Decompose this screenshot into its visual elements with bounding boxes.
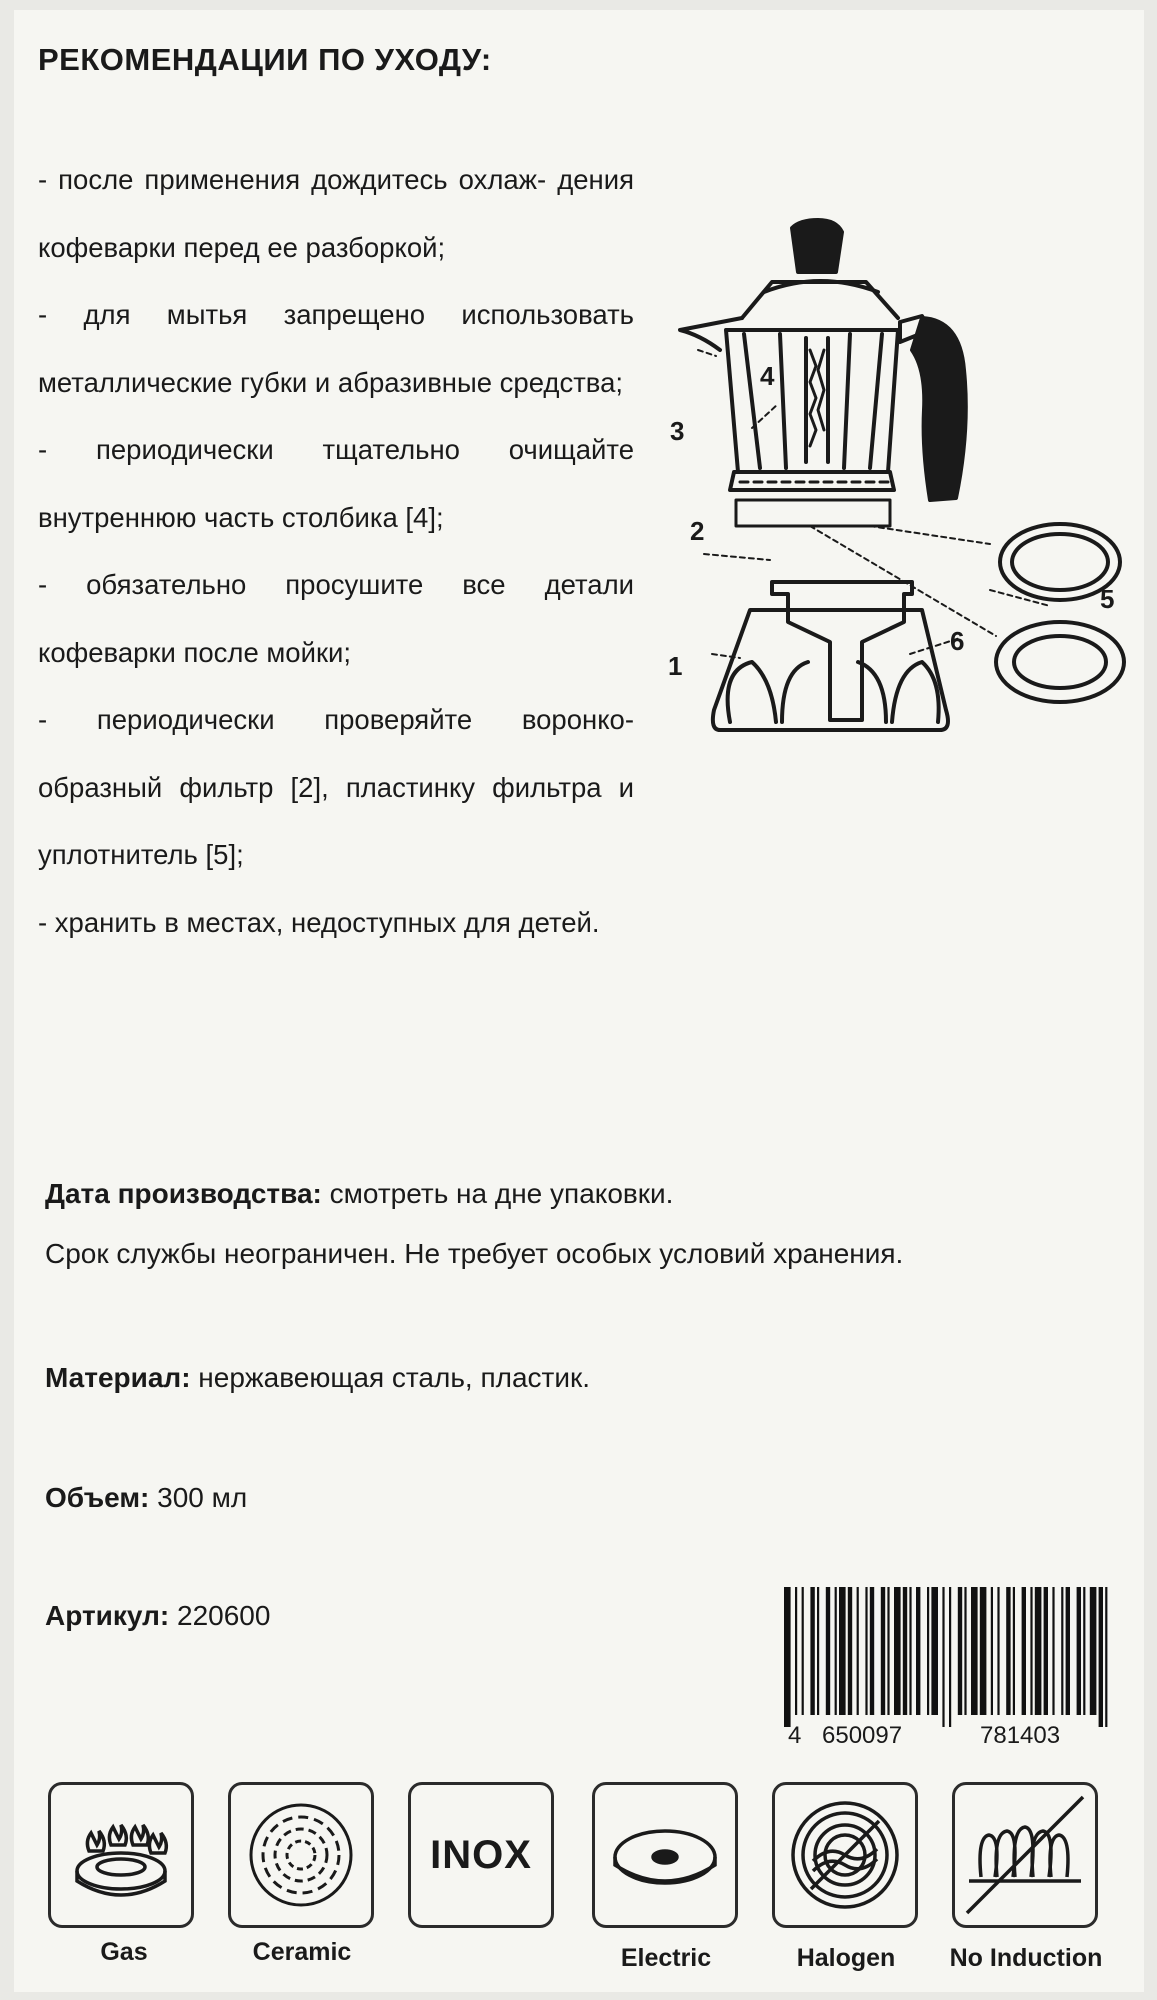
production-date-line <box>45 1178 673 1210</box>
sku-label: Артикул: <box>45 1600 170 1631</box>
barcode-digits-left: 650097 <box>822 1722 903 1749</box>
barcode-digits-right: 781403 <box>980 1722 1061 1749</box>
gas-label: Gas <box>100 1938 148 1966</box>
halogen-hob-icon <box>772 1782 918 1928</box>
lifetime-line: Срок службы неограничен. Не требует особых условий хранения. <box>45 1238 904 1269</box>
volume-line <box>45 1482 247 1514</box>
halogen-label: Halogen <box>796 1944 896 1972</box>
diagram-label-2: 2 <box>690 516 705 546</box>
diagram-label-4: 4 <box>760 361 775 391</box>
no-induction-label: No Induction <box>949 1944 1103 1972</box>
diagram-label-1: 1 <box>668 651 683 681</box>
ceramic-label: Ceramic <box>252 1938 352 1966</box>
inox-label: INOX <box>430 1832 532 1877</box>
diagram-label-3: 3 <box>670 416 685 446</box>
diagram-label-6: 6 <box>950 626 965 656</box>
care-item: - периодически тщательно очищайте внутреннюю часть столбика [4]; <box>38 434 634 533</box>
material-label: Материал: <box>45 1362 191 1393</box>
diagram-label-5: 5 <box>1100 584 1115 614</box>
production-date-label: Дата производства: <box>45 1178 322 1209</box>
electric-label: Electric <box>620 1944 712 1972</box>
care-heading: РЕКОМЕНДАЦИИ ПО УХОДУ: <box>38 42 492 77</box>
production-date-value: смотреть на дне упаковки. <box>321 1178 674 1209</box>
sku-value: 220600 <box>169 1600 271 1631</box>
barcode <box>780 1587 1110 1727</box>
ceramic-hob-icon <box>228 1782 374 1928</box>
care-item: - после применения дождитесь охлаж- дения кофеварки перед ее разборкой; <box>38 164 634 263</box>
gas-burner-icon <box>48 1782 194 1928</box>
electric-hob-icon <box>592 1782 738 1928</box>
volume-label: Объем: <box>45 1482 150 1513</box>
material-value: нержавеющая сталь, пластик. <box>190 1362 591 1393</box>
barcode-digit-first: 4 <box>788 1722 802 1749</box>
care-item: - хранить в местах, недоступных для детей. <box>38 906 600 938</box>
care-item: - для мытья запрещено использовать металлические губки и абразивные средства; <box>38 299 634 398</box>
care-item: - обязательно просушите все детали кофеварки после мойки; <box>38 569 634 668</box>
care-list <box>38 146 634 956</box>
volume-value: 300 мл <box>149 1482 248 1513</box>
material-line <box>45 1362 590 1394</box>
moka-pot-diagram <box>660 210 1130 800</box>
sku-line <box>45 1600 270 1632</box>
no-induction-icon <box>952 1782 1098 1928</box>
inox-icon <box>408 1782 554 1928</box>
care-item: - периодически проверяйте воронко- образный фильтр [2], пластинку фильтра и уплотнитель [5]; <box>38 704 634 870</box>
